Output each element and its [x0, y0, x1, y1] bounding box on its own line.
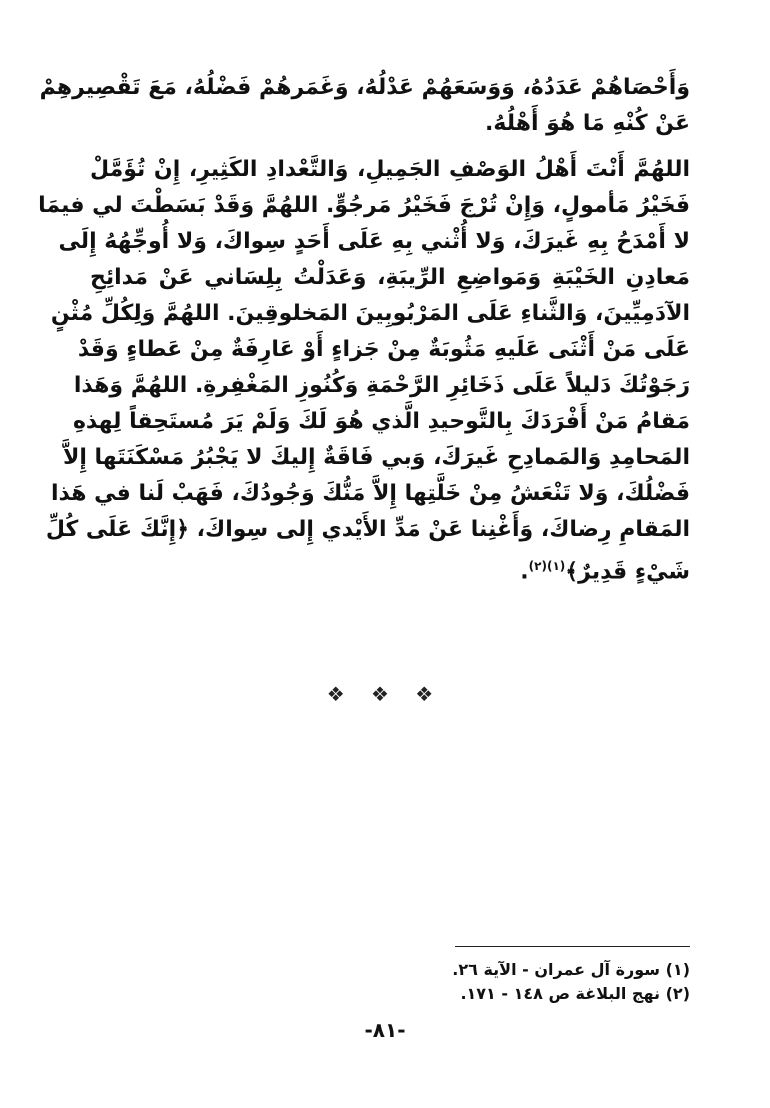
text-line: فَضْلُكَ، وَلا تَنْعَشُ مِنْ خَلَّتِها إِلاَّ مَنُّكَ وَجُودُكَ، فَهَبْ لَنا في هَذا [50, 481, 690, 506]
footnotes [300, 958, 690, 1006]
footnote-2: (٢) نهج البلاغة ص ١٤٨ - ١٧١. [460, 984, 690, 1003]
text-line: مَعادِنِ الخَيْبَةِ وَمَواضِعِ الرِّيبَةِ، وَعَدَلْتُ بِلِسَاني عَنْ مَدائِحِ [90, 265, 690, 290]
main-text [38, 70, 690, 585]
page-number: -٨١- [364, 1018, 406, 1042]
final-text-line [90, 548, 690, 584]
text-line: عَنْ كُنْهِ مَا هُوَ أَهْلُهُ. [485, 111, 690, 136]
text-line: المَحامِدِ وَالمَمادِحِ غَيرَكَ، وَبي فَاقَةٌ إِليكَ لا يَجْبُرُ مَسْكَنَتَها إِلاَّ [62, 445, 690, 470]
footnote-separator [455, 946, 690, 947]
text-line: رَجَوْتُكَ دَليلاً عَلَى ذَخَائِرِ الرَّحْمَةِ وَكُنُوزِ المَغْفِرةِ. اللهُمَّ وَهَذا [73, 373, 690, 398]
text-line: لا أَمْدَحُ بِهِ غَيرَكَ، وَلا أُثْني بِهِ عَلَى أَحَدٍ سِواكَ، وَلا أُوجِّهُهُ إِلَى [58, 229, 690, 254]
text-line: فَخَيْرُ مَأمولٍ، وَإِنْ تُرْجَ فَخَيْرُ مَرجُوٍّ. اللهُمَّ وَقَدْ بَسَطْتَ لي فيمَا [38, 193, 690, 218]
text-line: عَلَى مَنْ أَثْنَى عَلَيهِ مَثُوبَةٌ مِنْ جَزاءٍ أَوْ عَارِفَةٌ مِنْ عَطاءٍ وَقَدْ [77, 337, 690, 362]
footnote-1: (١) سورة آل عمران - الآية ٢٦. [452, 960, 690, 979]
text-line: المَقامِ رِضاكَ، وَأَغْنِنا عَنْ مَدِّ الأَيْدي إِلى سِواكَ، ﴿إِنَّكَ عَلَى كُلِّ [45, 517, 690, 542]
final-period: . [520, 559, 529, 585]
text-line: مَقامُ مَنْ أَفْرَدَكَ بِالتَّوحيدِ الَّذي هُوَ لَكَ وَلَمْ يَرَ مُستَحِقاً لِهذهِ [72, 409, 690, 434]
paragraph-gap [90, 142, 690, 152]
section-divider-ornament: ❖ ❖ ❖ [326, 682, 444, 706]
text-line: وَأَحْصَاهُمْ عَدَدُهُ، وَوَسَعَهُمْ عَدْلُهُ، وَغَمَرهُمْ فَضْلُهُ، مَعَ تَقْصِيرهِمْ [39, 75, 690, 100]
final-line-text: شَيْءٍ قَدِيرٌ﴾ [565, 559, 690, 585]
text-line: اللهُمَّ أَنْتَ أَهْلُ الوَصْفِ الجَمِيلِ، وَالتَّعْدادِ الكَثِيرِ، إِنْ تُؤَمَّلْ [90, 157, 690, 182]
footnote-refs: (١)(٢) [528, 559, 566, 573]
text-line: الآدَمِيِّينَ، وَالثَّناءِ عَلَى المَرْبُوبِينَ المَخلوقِينَ. اللهُمَّ وَلِكُلِّ مُثْنٍ [50, 301, 690, 326]
